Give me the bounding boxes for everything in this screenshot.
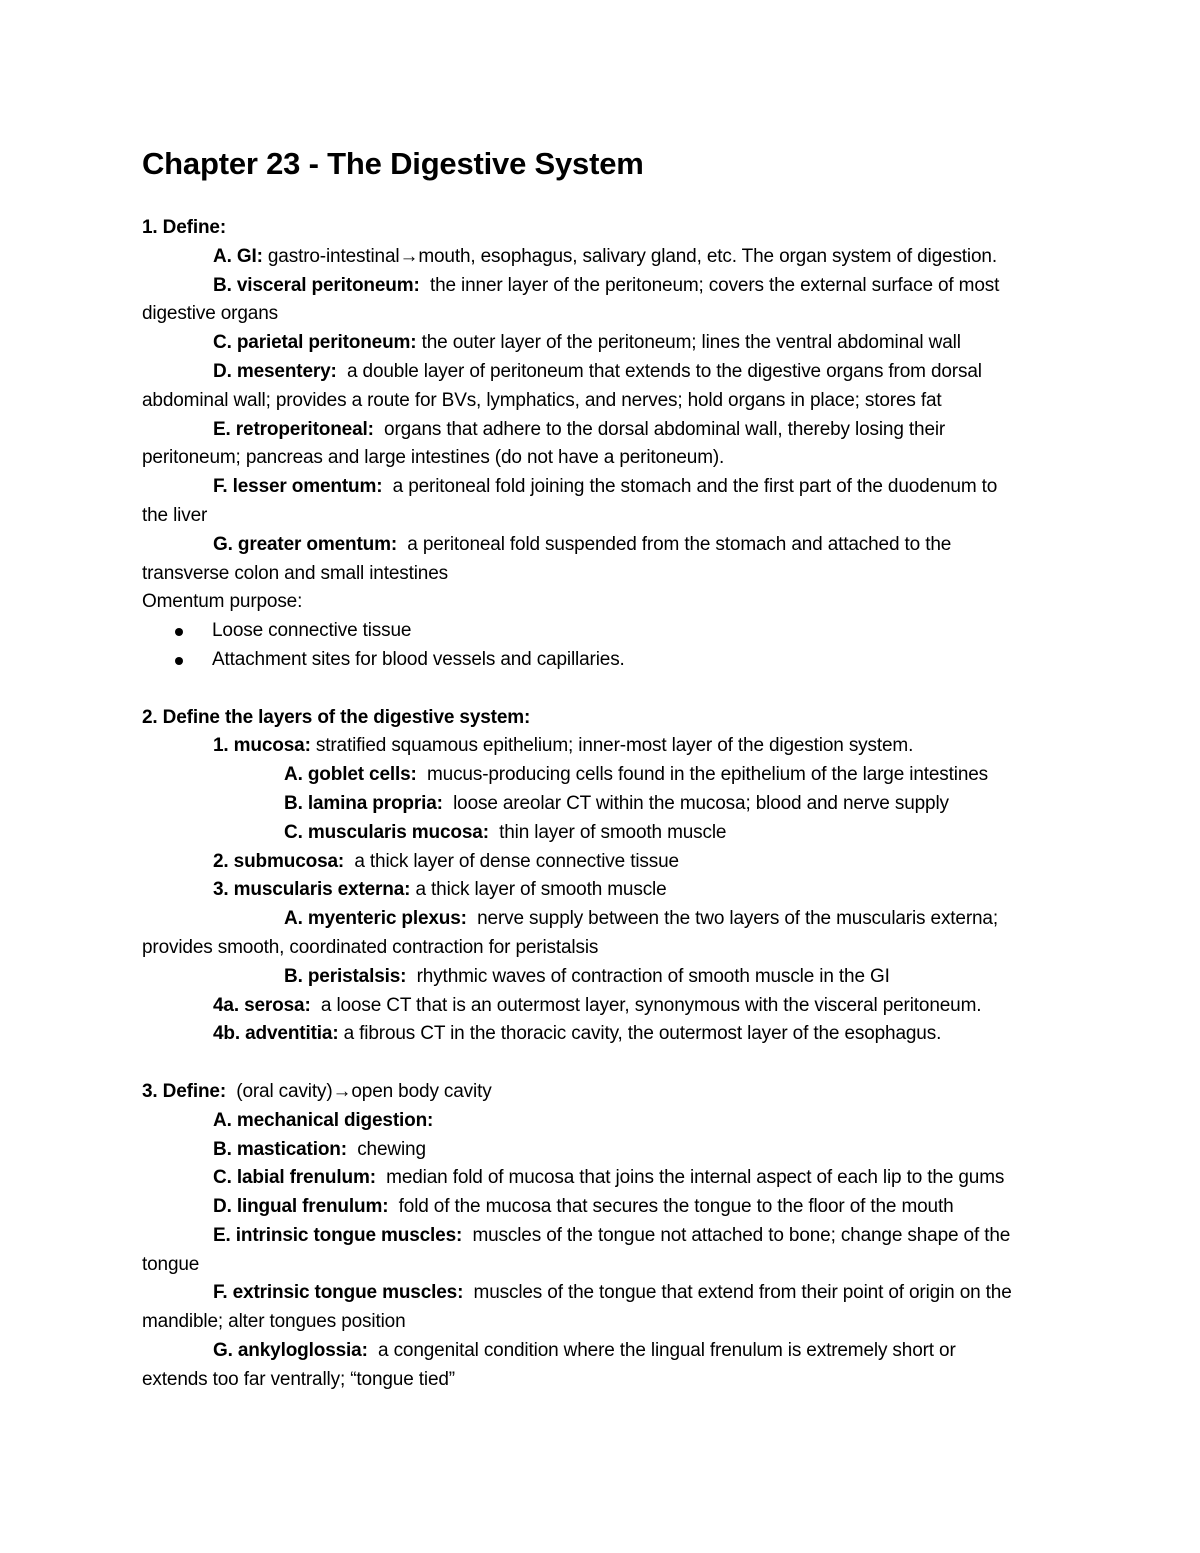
definition: a thick layer of smooth muscle <box>410 879 667 901</box>
term: B. lamina propria: <box>284 792 443 814</box>
section-1-heading: 1. Define: <box>142 217 227 238</box>
term: 4a. serosa: <box>213 994 311 1016</box>
definition: fold of the mucosa that secures the tongue to the floor of the mouth <box>388 1196 954 1218</box>
def-extrinsic-tongue-muscles <box>142 1279 1142 1308</box>
sublayer-muscularis-mucosa <box>142 819 1142 848</box>
layer-submucosa <box>142 848 1142 877</box>
term: A. myenteric plexus: <box>284 908 467 930</box>
definition: a double layer of peritoneum that extends to the digestive organs from dorsal <box>336 360 982 382</box>
sublayer-lamina-propria <box>142 790 1142 819</box>
layer-mucosa <box>142 732 1142 761</box>
definition: the outer layer of the peritoneum; lines the ventral abdominal wall <box>416 332 961 354</box>
def-continuation: abdominal wall; provides a route for BVs, lymphatics, and nerves; hold organs in place; stores fat <box>142 389 942 411</box>
def-parietal-peritoneum <box>142 329 1142 358</box>
term: D. mesentery: <box>213 360 337 382</box>
def-continuation: mandible; alter tongues position <box>142 1311 406 1333</box>
def-continuation: digestive organs <box>142 303 278 325</box>
def-retroperitoneal <box>142 416 1142 445</box>
definition: gastro-intestinal <box>262 245 400 267</box>
def-intrinsic-tongue-muscles <box>142 1222 1142 1251</box>
def-continuation: provides smooth, coordinated contraction for peristalsis <box>142 936 599 958</box>
def-lesser-omentum <box>142 473 1142 502</box>
term: C. labial frenulum: <box>213 1167 376 1189</box>
omentum-purpose-label: Omentum purpose: <box>142 591 303 613</box>
term: 1. mucosa: <box>213 735 311 757</box>
definition: a thick layer of dense connective tissue <box>344 850 679 872</box>
definition: mouth, esophagus, salivary gland, etc. The organ system of digestion. <box>418 245 997 267</box>
bullet-icon <box>175 628 183 636</box>
layer-adventitia <box>142 1020 1142 1049</box>
def-continuation: tongue <box>142 1253 200 1275</box>
term: G. greater omentum: <box>213 533 398 555</box>
def-mastication <box>142 1136 1142 1165</box>
layer-serosa <box>142 992 1142 1021</box>
def-mechanical-digestion <box>142 1107 1142 1136</box>
term: 3. muscularis externa: <box>213 879 411 901</box>
definition: a congenital condition where the lingual frenulum is extremely short or <box>367 1340 956 1362</box>
layer-muscularis-externa <box>142 876 1142 905</box>
definition: thin layer of smooth muscle <box>488 821 727 843</box>
definition: a peritoneal fold joining the stomach and the first part of the duodenum to <box>382 476 998 498</box>
term: 4b. adventitia: <box>213 1023 339 1045</box>
definition: loose areolar CT within the mucosa; blood and nerve supply <box>442 792 949 814</box>
term: C. muscularis mucosa: <box>284 821 489 843</box>
definition: nerve supply between the two layers of the muscularis externa; <box>466 908 998 930</box>
definition: mucus-producing cells found in the epithelium of the large intestines <box>416 764 989 786</box>
section-3-heading: 3. Define: (oral cavity)→open body cavity <box>142 1080 492 1102</box>
page-title: Chapter 23 - The Digestive System <box>142 146 644 181</box>
term: F. lesser omentum: <box>213 476 383 498</box>
sublayer-goblet-cells <box>142 761 1142 790</box>
bullet-icon <box>175 657 183 665</box>
definition: muscles of the tongue not attached to bone; change shape of the <box>462 1224 1011 1246</box>
term: G. ankyloglossia: <box>213 1340 368 1362</box>
term: B. visceral peritoneum: <box>213 274 420 296</box>
term: D. lingual frenulum: <box>213 1196 389 1218</box>
sublayer-peristalsis <box>142 963 1142 992</box>
term: F. extrinsic tongue muscles: <box>213 1282 464 1304</box>
definition: a fibrous CT in the thoracic cavity, the outermost layer of the esophagus. <box>338 1023 942 1045</box>
sublayer-myenteric-plexus <box>142 905 1142 934</box>
omentum-purpose-list <box>142 617 1142 675</box>
def-lingual-frenulum <box>142 1193 1142 1222</box>
definition: muscles of the tongue that extend from their point of origin on the <box>463 1282 1012 1304</box>
list-item: Attachment sites for blood vessels and capillaries. <box>142 646 1142 675</box>
definition: rhythmic waves of contraction of smooth muscle in the GI <box>406 965 890 987</box>
def-labial-frenulum <box>142 1164 1142 1193</box>
definition: a loose CT that is an outermost layer, synonymous with the visceral peritoneum. <box>310 994 982 1016</box>
term: E. retroperitoneal: <box>213 418 374 440</box>
definition: stratified squamous epithelium; inner-most layer of the digestion system. <box>310 735 914 757</box>
section-2-heading: 2. Define the layers of the digestive system: <box>142 706 531 728</box>
term: A. GI: <box>213 245 263 267</box>
term: A. goblet cells: <box>284 764 417 786</box>
term: B. mastication: <box>213 1138 347 1160</box>
def-continuation: transverse colon and small intestines <box>142 562 448 584</box>
term: E. intrinsic tongue muscles: <box>213 1224 463 1246</box>
list-item: Loose connective tissue <box>142 617 1142 646</box>
term: B. peristalsis: <box>284 965 407 987</box>
document-body <box>142 214 1142 1395</box>
def-greater-omentum <box>142 531 1142 560</box>
definition: chewing <box>346 1138 426 1160</box>
term: 2. submucosa: <box>213 850 345 872</box>
def-continuation: peritoneum; pancreas and large intestines (do not have a peritoneum). <box>142 447 725 469</box>
definition: median fold of mucosa that joins the internal aspect of each lip to the gums <box>375 1167 1005 1189</box>
def-ankyloglossia <box>142 1337 1142 1366</box>
definition: organs that adhere to the dorsal abdominal wall, thereby losing their <box>373 418 946 440</box>
term: A. mechanical digestion: <box>213 1109 434 1131</box>
definition: a peritoneal fold suspended from the stomach and attached to the <box>397 533 952 555</box>
def-continuation: the liver <box>142 504 208 526</box>
def-visceral-peritoneum <box>142 272 1142 301</box>
term: C. parietal peritoneum: <box>213 332 417 354</box>
arrow-icon: → <box>332 1080 352 1102</box>
def-mesentery <box>142 358 1142 387</box>
def-continuation: extends too far ventrally; “tongue tied” <box>142 1368 455 1390</box>
def-gi <box>142 243 1142 272</box>
arrow-icon: → <box>399 245 419 267</box>
definition: the inner layer of the peritoneum; covers the external surface of most <box>419 274 1000 296</box>
